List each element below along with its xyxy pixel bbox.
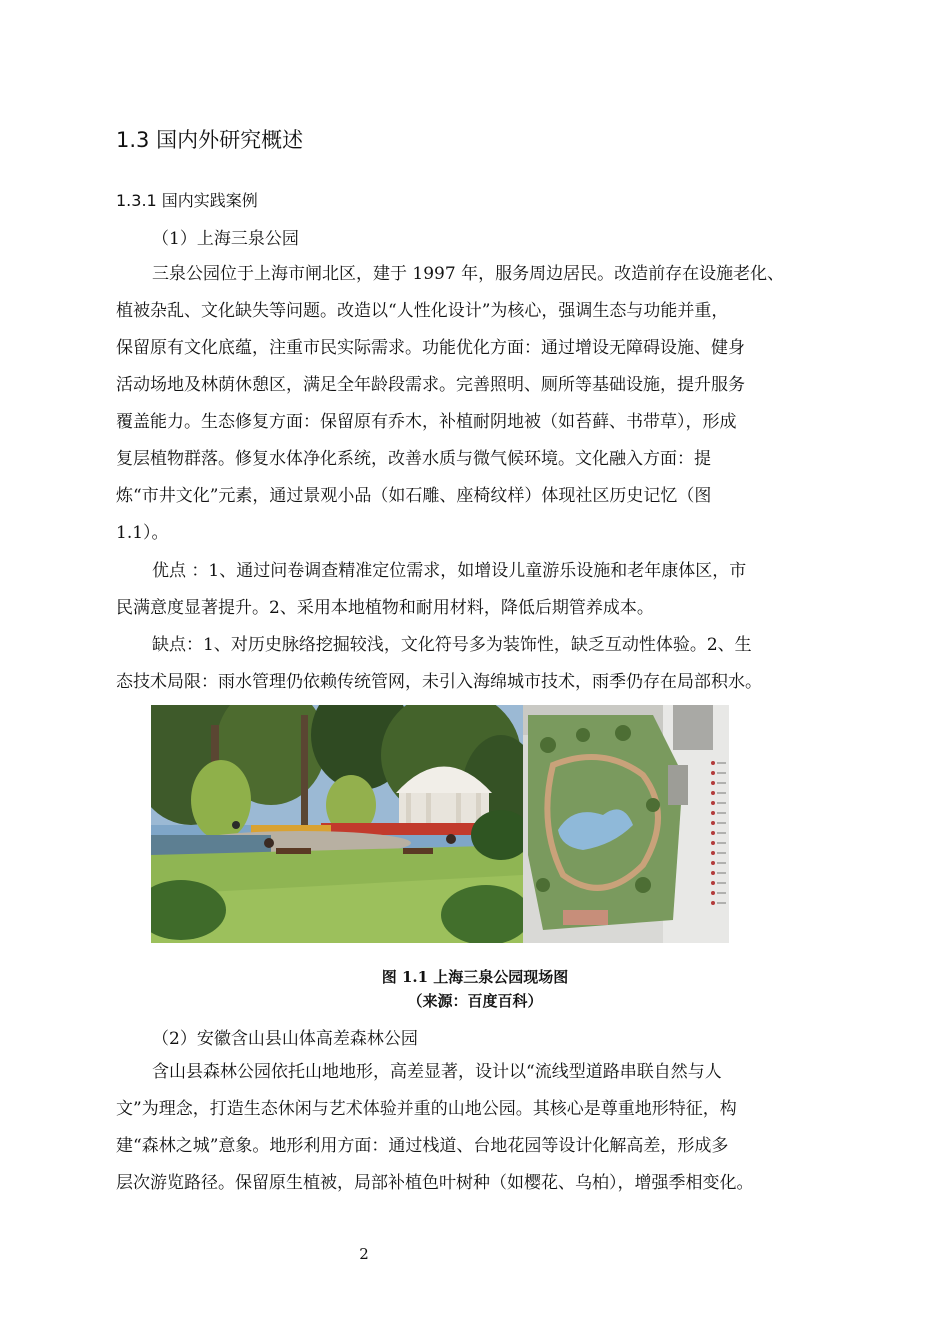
text-line: 层次游览路径。保留原生植被，局部补植色叶树种（如樱花、乌柏），增强季相变化。 bbox=[116, 1173, 754, 1193]
text-line: 1.1）。 bbox=[116, 523, 169, 543]
figure-1-1 bbox=[151, 705, 729, 943]
figure-source: （来源：百度百科） bbox=[407, 992, 543, 1010]
case1-cons-paragraph bbox=[116, 627, 836, 701]
figure-caption: 图 1.1 上海三泉公园现场图 bbox=[381, 968, 569, 986]
text-line: 植被杂乱、文化缺失等问题。改造以“人性化设计”为核心，强调生态与功能并重， bbox=[116, 301, 729, 321]
text-line: 含山县森林公园依托山地地形，高差显著，设计以“流线型道路串联自然与人 bbox=[152, 1062, 722, 1082]
subsection-title: 1.3.1 国内实践案例 bbox=[116, 191, 258, 210]
page-number: 2 bbox=[359, 1245, 369, 1263]
case1-pros-paragraph bbox=[116, 553, 836, 627]
text-line: 优点 ：1、通过问卷调查精准定位需求，如增设儿童游乐设施和老年康体区，市 bbox=[152, 561, 747, 581]
text-line: 活动场地及林荫休憩区，满足全年龄段需求。完善照明、厕所等基础设施，提升服务 bbox=[116, 375, 745, 395]
park-site-photo bbox=[151, 705, 523, 943]
case1-heading: （1）上海三泉公园 bbox=[152, 229, 299, 249]
case1-intro-paragraph bbox=[116, 256, 836, 552]
text-line: 态技术局限：雨水管理仍依赖传统管网，未引入海绵城市技术，雨季仍存在局部积水。 bbox=[116, 672, 762, 692]
section-title: 1.3 国内外研究概述 bbox=[116, 128, 304, 152]
park-site-plan bbox=[523, 705, 729, 943]
text-line: 建“森林之城”意象。地形利用方面：通过栈道、台地花园等设计化解高差，形成多 bbox=[116, 1136, 729, 1156]
text-line: 复层植物群落。修复水体净化系统，改善水质与微气候环境。文化融入方面：提 bbox=[116, 449, 711, 469]
text-line: 覆盖能力。生态修复方面：保留原有乔木，补植耐阴地被（如苔藓、书带草），形成 bbox=[116, 412, 737, 432]
text-line: 民满意度显著提升。2、采用本地植物和耐用材料，降低后期管养成本。 bbox=[116, 598, 654, 618]
case2-intro-paragraph bbox=[116, 1054, 836, 1202]
text-line: 炼“市井文化”元素，通过景观小品（如石雕、座椅纹样）体现社区历史记忆（图 bbox=[116, 486, 712, 506]
text-line: 保留原有文化底蕴，注重市民实际需求。功能优化方面：通过增设无障碍设施、健身 bbox=[116, 338, 745, 358]
text-line: 缺点：1、对历史脉络挖掘较浅，文化符号多为装饰性，缺乏互动性体验。2、生 bbox=[152, 635, 752, 655]
text-line: 三泉公园位于上海市闸北区，建于 1997 年，服务周边居民。改造前存在设施老化、 bbox=[152, 264, 785, 284]
text-line: 文”为理念，打造生态休闲与艺术体验并重的山地公园。其核心是尊重地形特征，构 bbox=[116, 1099, 737, 1119]
case2-heading: （2）安徽含山县山体高差森林公园 bbox=[152, 1029, 418, 1049]
